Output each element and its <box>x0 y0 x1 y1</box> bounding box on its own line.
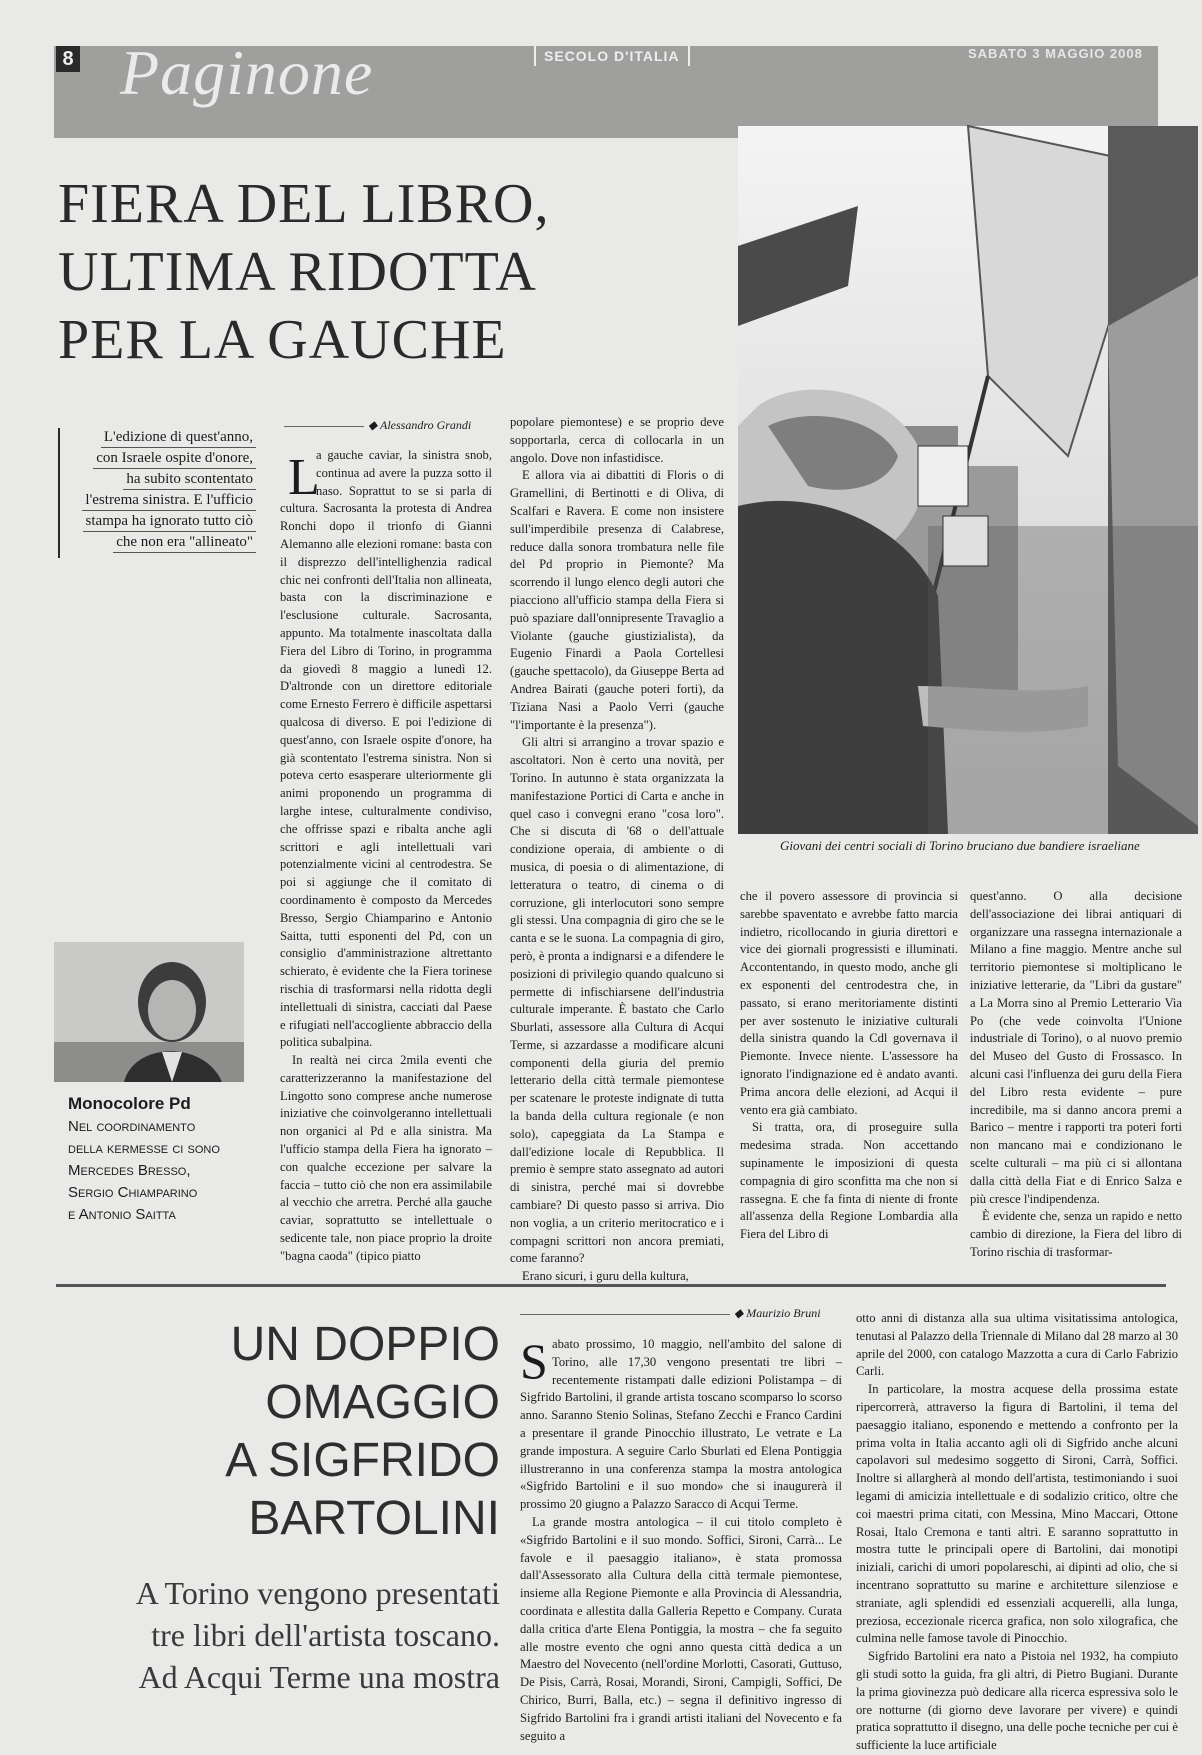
paragraph: In realtà nei circa 2mila eventi che caratterizzeranno la manifestazione del Lingotto sono comprese anche numerose iniziative che coinvolgeranno intellettuali non organici al Pd e alla sinistra. Ma l'ufficio stampa della Fiera ha ignorato – con qualche eccezione per salvare la faccia – tutto ciò che non era assimilabile al vecchio che arretra. Perché alla gauche caviar, soprattutto se intellettuale o sedicente tale, non piace proprio la droite "bagna caoda" (tipico piatto <box>280 1053 492 1263</box>
portrait-caption-line: Mercedes Bresso, <box>68 1162 191 1179</box>
paragraph: In particolare, la mostra acquese della prossima estate ripercorrerà, attraverso la figura di Bartolini, il tema del paesaggio italiano, esponendo e mettendo a confronto per la prima volta in Italia accanto agli oli di Sigfrido anche alcuni capolavori sul medesimo soggetto di Sironi, Carrà, Soffici. Inoltre si allargherà al mondo dell'artista, testimoniando i suoi legami di amicizia intellettuale e di sodalizio critico, oltre che coi maestri prima citati, con Messina, Mino Maccari, Ottone Rosai, Italo Cremona e tanti altri. E saranno soprattutto in mostra tutte le principali opere di Bartolini, dai monotipi iniziali, carichi di umori popolareschi, ai dipinti ad olio, che si incentrano soprattutto su marine e architetture silenziose e straniate, agli splendidi ed essenziali acquerelli, alla lunga, preziosa, eccezionale ricerca grafica, non solo xilografica, che culmina nelle famose tavole di Pinocchio. <box>856 1382 1178 1646</box>
paragraph: La grande mostra antologica – il cui titolo completo è «Sigfrido Bartolini e il suo mondo. Soffici, Sironi, Carrà... Le favole e il paesaggio italiano», è stata promossa dall'Assessorato alla Cultura della città termale piemontese, insieme alla Regione Piemonte e alla Provincia di Alessandria, coordinata e allestita dalla Galleria Repetto e Company. Curata dalla critica d'arte Elena Pontiggia, la mostra – che fa seguito alle mostre evento che ogni anno questa città dedica a un Maestro del Novecento (nell'ordine Morlotti, Casorati, Guttuso, De Pisis, Carrà, Rosai, Morandi, Sironi, Campigli, Soffici, De Chirico, Burri, Balla, etc.) – segna il definitivo ingresso di Sigfrido Bartolini fra i grandi artisti italiani del Novecento e fa seguito a <box>520 1514 842 1743</box>
article-b-deck <box>70 1572 500 1698</box>
abstract-line: stampa ha ignorato tutto ciò <box>83 512 256 532</box>
protest-photo-drawing <box>738 126 1198 834</box>
section-title: Paginone <box>120 37 374 108</box>
portrait-caption <box>68 1094 268 1226</box>
diamond-icon: ◆ <box>734 1306 747 1320</box>
byline-author: Maurizio Bruni <box>746 1306 821 1320</box>
page-number: 8 <box>56 46 80 72</box>
drop-cap: L <box>288 449 320 506</box>
diamond-icon: ◆ <box>368 418 381 432</box>
issue-date: SABATO 3 MAGGIO 2008 <box>968 46 1143 61</box>
abstract-line: L'edizione di quest'anno, <box>101 428 256 448</box>
article-b-column-1 <box>520 1333 842 1748</box>
portrait-photo <box>54 942 244 1082</box>
portrait-drawing <box>54 942 244 1082</box>
paragraph: Gli altri si arrangino a trovar spazio e ascoltatori. Non è certo una novità, per Torino. In autunno è stata organizzata la manifestazione Portici di Carta e anche in quel caso i convegni erano "cosa loro". Che si discuta di '68 o dell'attuale condizione operaia, di ambiente o di musica, di poesia o di alimentazione, di letteratura o teatro, di cinema o di corruzione, gli interlocutori sono sempre gli stessi. Una compagnia di giro che se le canta e se le suona. La compagnia di giro, però, è pronta a indignarsi e a difendere le posizioni di privilegio quando qualcuno si permette di infischiarsene dell'industria culturale imperante. È bastato che Carlo Sburlati, assessore alla Cultura di Acqui Terme, si azzardasse a modificare alcuni componenti della giuria del premio letterario della città termale piemontese per scatenare le proteste indignate di tutta la banda della cultura regionale (e non solo), capeggiata da La Stampa e dall'edizione locale di Repubblica. Il premio è sempre stato assegnato ad autori di sinistra, perché mai si dovrebbe cambiare? Di questo passo si arriva. Dio non voglia, a un criterio meritocratico e i compagni scrittori non ancora premiati, come faranno? <box>510 735 724 1266</box>
paragraph: abato prossimo, 10 maggio, nell'ambito del salone di Torino, alle 17,30 vengono presentati tre libri – recentemente ristampati dalle edizioni Polistampa – di Sigfrido Bartolini, il grande artista toscano scomparso lo scorso anno. Saranno Stenio Solinas, Stefano Zecchi e Franco Cardini a presentare il grande Pinocchio illustrato, Le vetrate e La grande impostura. A seguire Carlo Sburlati ed Elena Pontiggia illustreranno in una conferenza stampa la mostra antologica «Sigfrido Bartolini e il suo mondo» che si inaugurerà il prossimo 20 giugno a Palazzo Saracco di Acqui Terme. <box>520 1337 842 1512</box>
headline-line: PER LA GAUCHE <box>58 309 507 371</box>
portrait-caption-line: Nel coordinamento <box>68 1118 196 1135</box>
article-b-column-2 <box>856 1310 1178 1753</box>
portrait-caption-line: della kermesse ci sono <box>68 1140 220 1157</box>
byline-author: Alessandro Grandi <box>380 418 472 432</box>
headline-line: A SIGFRIDO <box>225 1434 500 1487</box>
photo-caption: Giovani dei centri sociali di Torino bruciano due bandiere israeliane <box>780 838 1140 853</box>
paragraph: Si tratta, ora, di proseguire sulla medesima strada. Non accettando supinamente le imposizioni di questa compagnia di giro sconfitta ma che non si rassegna. E che fa finta di niente di fronte all'assenza della Regione Lombardia alla Fiera del Libro di <box>740 1120 958 1242</box>
article-column-1 <box>280 447 492 1272</box>
protest-photo <box>738 126 1198 834</box>
article-abstract <box>58 428 256 558</box>
paragraph: quest'anno. O alla decisione dell'associazione dei librai antiquari di organizzare una rassegna internazionale a Milano a fine maggio. Mentre anche sul territorio piemontese si moltiplicano le iniziative letterarie, da "Libri da gustare" a La Morra sino al Premio Letterario Via Po (che vede coinvolta l'Unione industriale di Torino), o al nuovo premio del Museo del Gusto di Frossasco. In alcuni casi l'influenza dei guru della Fiera del Libro resta evidente – pure incredibile, ma si danno ancora premi a Barico – mentre i rapporti tra poteri forti non mancano mai e condizionano le scelte culturali – ma più ci si allontana dalla città della Fiat e di Enrico Salza e più cresce l'indipendenza. <box>970 889 1182 1206</box>
paragraph: popolare piemontese) e se proprio deve sopportarla, cerca di collocarla in un angolo. Dove non infastidisce. <box>510 415 724 465</box>
paragraph: Erano sicuri, i guru della kultura, <box>522 1269 689 1284</box>
byline <box>368 418 471 433</box>
article-column-4 <box>970 888 1182 1259</box>
byline <box>734 1306 821 1321</box>
byline-rule <box>284 426 364 427</box>
abstract-line: che non era "allineato" <box>113 533 256 553</box>
byline-rule <box>520 1314 730 1315</box>
drop-cap: S <box>520 1333 548 1389</box>
headline-line: FIERA DEL LIBRO, <box>58 173 550 235</box>
paragraph: E allora via ai dibattiti di Floris o di Gramellini, di Bertinotti e di Oliva, di Scalfari e Ravera. E come non insistere sull'imperdibile presenza di Calabrese, reduce dalla sonora trombatura nelle file del Pd proprio in Piemonte? Ma scorrendo il lungo elenco degli autori che piacciono all'ufficio stampa della Fiera si può spaziare dall'onnipresente Travaglio a Violante (gauche giustizialista), da Eugenio Finardi a Paola Cortellesi (gauche spettacolo), da Giuseppe Berta ad Andrea Bairati (gauche poteri forti), da Tiziana Nasi a Paolo Verri (gauche "l'importante è la presenza"). <box>510 468 724 732</box>
headline-line: UN DOPPIO <box>230 1318 500 1371</box>
abstract-line: ha subito scontentato <box>123 470 256 490</box>
portrait-caption-line: Sergio Chiamparino <box>68 1184 198 1201</box>
deck-line: tre libri dell'artista toscano. <box>151 1617 500 1653</box>
article-b-headline <box>150 1316 500 1548</box>
paragraph: a gauche caviar, la sinistra snob, continua ad avere la puzza sotto il naso. Soprattut to se si parla di cultura. Sacrosanta la protesta di Andrea Ronchi dopo il trionfo di Gianni Alemanno alle elezioni romane: basta con il disprezzo dell'intellighenzia radical chic nei confronti dell'Italia non allineata, basta con la discriminazione e l'esclusione culturale. Sacrosanta, appunto. Ma totalmente inascoltata dalla Fiera del Libro di Torino, in programma da giovedì 8 maggio a lunedì 12. D'altronde con un direttore editoriale come Ernesto Ferrero è difficile aspettarsi qualcosa di diverso. E poi l'edizione di quest'anno, con Israele ospite d'onore, ha già scontentato l'estrema sinistra. Non si poteva certo esasperare ulteriormente gli animi proponendo un programma di larghe intese, culturalmente condiviso, che offrisse spazi e ribalta anche agli scrittori e agli intellettuali vari potenzialmente vicini al centrodestra. Se poi si aggiunge che il comitato di coordinamento è composto da Mercedes Bresso, Sergio Chiamparino e Antonio Saitta, tutti esponenti del Pd, con un consiglio d'amministrazione altrettanto schierato, è evidente che la Fiera torinese rischia di trasformarsi nella ridotta degli intellettuali di sinistra, cacciati dal Paese e rifugiati nell'accogliente abbraccio della politica subalpina. <box>280 448 492 1050</box>
section-divider <box>56 1284 1166 1287</box>
deck-line: Ad Acqui Terme una mostra <box>138 1659 500 1695</box>
paragraph: Sigfrido Bartolini era nato a Pistoia nel 1932, ha compiuto gli studi sotto la guida, fra gli altri, di Pietro Bugiani. Durante la prima giovinezza può dedicare alla ricerca espressiva solo le ore notturne (di giorno deve lavorare per vivere) e quindi pratica soprattutto il disegno, una delle poche tecniche per cui è sufficiente la luce artificiale <box>856 1649 1178 1753</box>
headline-line: OMAGGIO <box>265 1376 500 1429</box>
newspaper-name: SECOLO D'ITALIA <box>534 46 690 66</box>
abstract-line: l'estrema sinistra. E l'ufficio <box>82 491 256 511</box>
article-column-2 <box>510 414 724 1284</box>
article-column-3 <box>740 888 958 1242</box>
portrait-caption-line: e Antonio Saitta <box>68 1206 176 1223</box>
paragraph: È evidente che, senza un rapido e netto cambio di direzione, la Fiera del libro di Torino rischia di trasformar- <box>970 1209 1182 1259</box>
dropcap-space <box>280 447 316 491</box>
dropcap-space <box>520 1336 552 1376</box>
paragraph: che il povero assessore di provincia si sarebbe spaventato e avrebbe fatto marcia indietro, ricollocando in giuria direttori e vice dei giornali progressisti e illuminati. Accontentando, in questo modo, anche gli ex esponenti del centrodestra che, in passato, si erano meritoriamente distinti per aver sostenuto le iniziative culturali della sinistra quando la Cdl governava il Piemonte. Invece niente. L'assessore ha ignorato l'indignazione ed è andato avanti. Prima ancora delle elezioni, ad Acqui il vento era già cambiato. <box>740 889 958 1117</box>
article-headline <box>58 170 698 374</box>
abstract-line: con Israele ospite d'onore, <box>93 449 256 469</box>
headline-line: BARTOLINI <box>248 1492 500 1545</box>
headline-line: ULTIMA RIDOTTA <box>58 241 537 303</box>
deck-line: A Torino vengono presentati <box>135 1575 500 1611</box>
portrait-title: Monocolore Pd <box>68 1094 191 1113</box>
paragraph: otto anni di distanza alla sua ultima visitatissima antologica, tenutasi al Palazzo della Triennale di Milano dal 28 marzo al 30 aprile del 2000, con catalogo Mazzotta a cura di Carlo Fabrizio Carli. <box>856 1311 1178 1379</box>
